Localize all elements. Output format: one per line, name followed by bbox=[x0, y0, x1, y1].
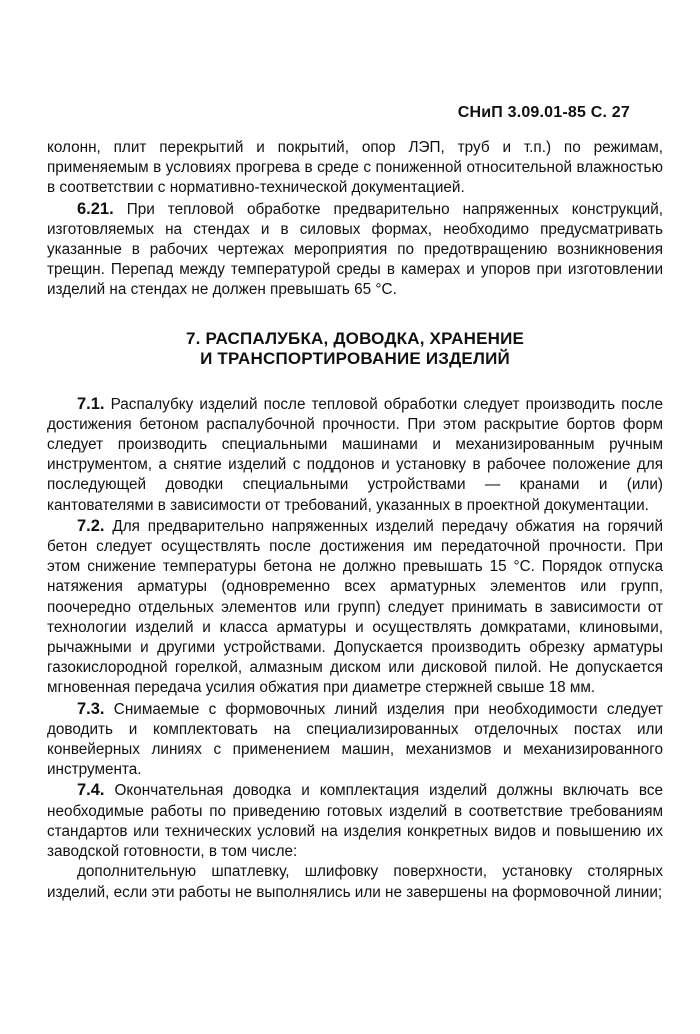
section-7-title bbox=[47, 329, 663, 369]
section-title-line-1: 7. РАСПАЛУБКА, ДОВОДКА, ХРАНЕНИЕ bbox=[185, 328, 525, 348]
page-body bbox=[47, 138, 663, 903]
clause-7-1 bbox=[47, 394, 663, 516]
clause-number: 7.3. bbox=[77, 699, 105, 718]
clause-number: 7.2. bbox=[77, 516, 105, 535]
clause-number: 7.4. bbox=[77, 781, 105, 800]
running-head: СНиП 3.09.01-85 С. 27 bbox=[457, 104, 630, 121]
clause-text: Снимаемые с формовочных линий изделия при необходимости следует доводить и комплектовать на специализированных отделочных постах или конвейерных линиях с применением машин, механизмов и механизированного инструмента. bbox=[47, 700, 663, 779]
clause-text: Для предварительно напряженных изделий передачу обжатия на горячий бетон следует осуществлять после достижения им передаточной прочности. При этом снижение температуры бетона не должно превышать 15 °С. Порядок отпуска натяжения арматуры (одновременно всех арматурных элементов или групп, поочередно отдельных элементов или групп) следует принимать в зависимости от технологии изделий и класса арматуры и осуществлять домкратами, клиновыми, рычажными и другими устройствами. Допускается производить обрезку арматуры газокислородной горелкой, алмазным диском или дисковой пилой. Не допускается мгновенная передача усилия обжатия при диаметре стержней свыше 18 мм. bbox=[47, 517, 663, 697]
list-item bbox=[47, 862, 663, 902]
paragraph-continuation bbox=[47, 138, 663, 199]
section-title-line-2: И ТРАНСПОРТИРОВАНИЕ ИЗДЕЛИЙ bbox=[200, 348, 510, 368]
clause-7-3 bbox=[47, 699, 663, 781]
list-item-text: дополнительную шпатлевку, шлифовку поверхности, установку столярных изделий, если эти работы не выполнялись или не завершены на формовочной линии; bbox=[47, 863, 663, 901]
paragraph-text: колонн, плит перекрытий и покрытий, опор ЛЭП, труб и т.п.) по режимам, применяемым в условиях прогрева в среде с пониженной относительной влажностью в соответствии с нормативно-технической документацией. bbox=[47, 139, 663, 197]
clause-text: Распалубку изделий после тепловой обработки следует производить после достижения бетоном распалубочной прочности. При этом раскрытие бортов форм следует производить специальными машинами и механизированным ручным инструментом, а снятие изделий с поддонов и установку в рабочее положение для последующей доводки специальными устройствами — кранами и (или) кантователями в зависимости от требований, указанных в проектной документации. bbox=[47, 395, 663, 514]
clause-6-21 bbox=[47, 199, 663, 301]
clause-text: Окончательная доводка и комплектация изделий должны включать все необходимые работы по приведению готовых изделий в соответствие требованиям стандартов или технических условий на изделия конкретных видов и повышению их заводской готовности, в том числе: bbox=[47, 782, 664, 861]
clause-text: При тепловой обработке предварительно напряженных конструкций, изготовляемых на стендах и в силовых формах, необходимо предусматривать указанные в рабочих чертежах мероприятия по предотвращению возникновения трещин. Перепад между температурой среды в камерах и упоров при изготовлении изделий на стендах не должен превышать 65 °С. bbox=[47, 200, 664, 299]
clause-7-2 bbox=[47, 516, 663, 699]
clause-number: 7.1. bbox=[77, 394, 105, 413]
clause-number: 6.21. bbox=[77, 199, 114, 218]
clause-7-4 bbox=[47, 780, 663, 862]
